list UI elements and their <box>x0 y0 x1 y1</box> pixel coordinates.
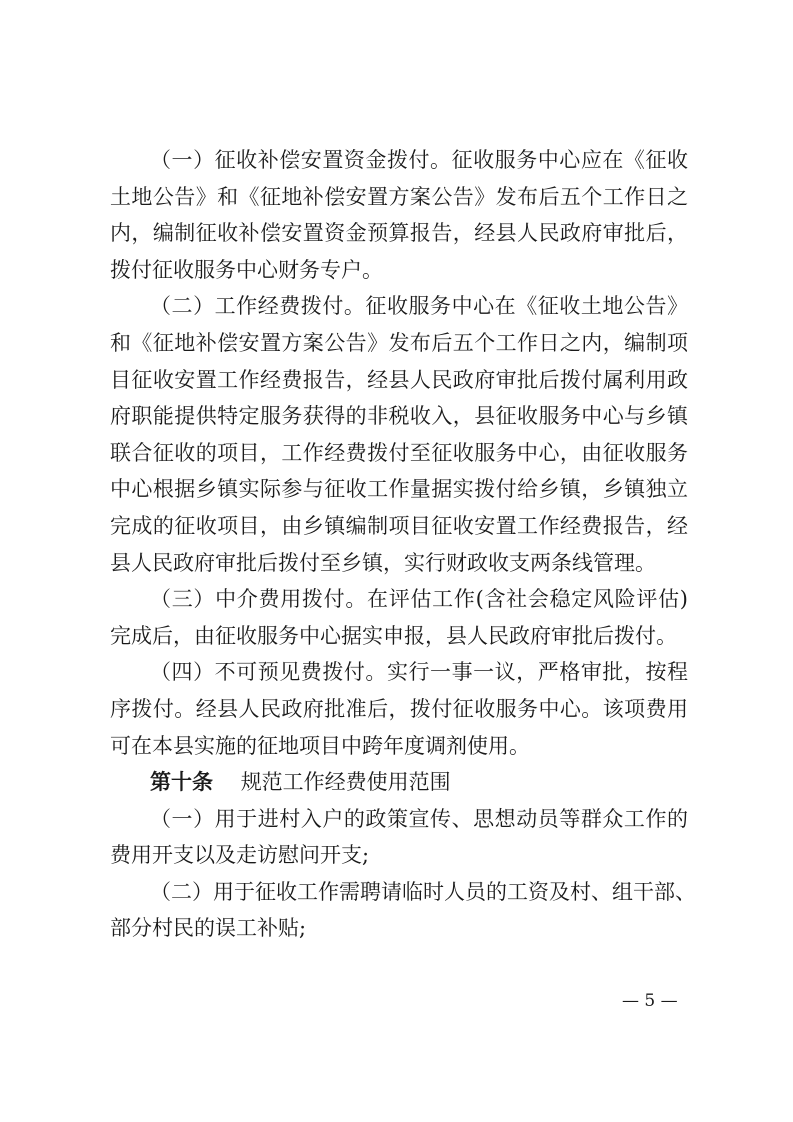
text-line: 府职能提供特定服务获得的非税收入，县征收服务中心与乡镇 <box>110 404 688 429</box>
text-line: 拨付征收服务中心财务专户。 <box>110 257 383 282</box>
text-line: （一）用于进村入户的政策宣传、思想动员等群众工作的 <box>150 806 688 831</box>
text-line: 序拨付。经县人民政府批准后，拨付征收服务中心。该项费用 <box>110 696 688 721</box>
text-line: 完成的征收项目，由乡镇编制项目征收安置工作经费报告，经 <box>110 513 688 538</box>
article-heading-line <box>110 764 688 801</box>
article-title: 规范工作经费使用范围 <box>240 770 451 795</box>
page-number: — 5 — <box>622 991 678 1011</box>
text-line: 土地公告》和《征地补偿安置方案公告》发布后五个工作日之 <box>110 184 688 209</box>
text-line: （二）工作经费拨付。征收服务中心在《征收土地公告》 <box>150 294 688 319</box>
text-line: 联合征收的项目，工作经费拨付至征收服务中心，由征收服务 <box>110 440 688 465</box>
article-heading: 第十条 <box>150 769 213 795</box>
text-line: （三）中介费用拨付。在评估工作(含社会稳定风险评估) <box>150 587 688 612</box>
text-line: 内，编制征收补偿安置资金预算报告，经县人民政府审批后， <box>110 221 688 246</box>
text-line: （一）征收补偿安置资金拨付。征收服务中心应在《征收 <box>150 148 688 172</box>
text-line: 县人民政府审批后拨付至乡镇，实行财政收支两条线管理。 <box>110 550 656 575</box>
text-line: 部分村民的误工补贴; <box>110 916 307 941</box>
text-line: 和《征地补偿安置方案公告》发布后五个工作日之内，编制项 <box>110 330 688 355</box>
text-line: 中心根据乡镇实际参与征收工作量据实拨付给乡镇，乡镇独立 <box>110 477 688 502</box>
text-line: 可在本县实施的征地项目中跨年度调剂使用。 <box>110 733 530 758</box>
text-line: 完成后，由征收服务中心据实申报，县人民政府审批后拨付。 <box>110 623 677 648</box>
text-line: （二）用于征收工作需聘请临时人员的工资及村、组干部、 <box>150 879 696 904</box>
text-line: （四）不可预见费拨付。实行一事一议，严格审批，按程 <box>150 660 688 685</box>
text-line: 费用开支以及走访慰问开支; <box>110 843 370 868</box>
text-line: 目征收安置工作经费报告，经县人民政府审批后拨付属利用政 <box>110 367 688 392</box>
document-body <box>110 142 696 947</box>
